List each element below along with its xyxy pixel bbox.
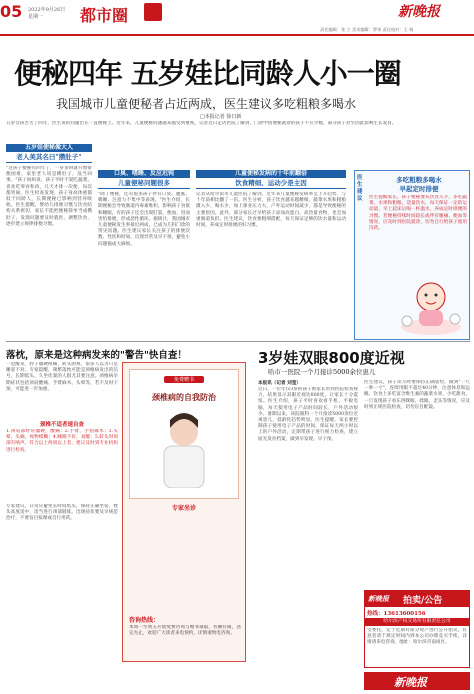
ad-list-title: 颈椎不适者速自查 [39,422,84,428]
article2-byline: 本报讯（记者 刘莹） [258,381,301,386]
article2-body2: 医生建议，孩子读写时要保持正确姿势，做到"一尺一拳一寸"，连续用眼不超过40分钟，注意休息和远眺。饮食上多吃富含维生素的蔬菜水果，少吃甜食。一旦发现孩子看东西眯眼、揉眼、歪头等情况，应及时到正规医院检查，切勿盲目配镜。 [364,380,470,410]
article2-headline: 3岁娃双眼800度近视 [258,349,405,367]
classified-brand: 新晚报 [368,594,389,603]
masthead-date: 2022年9月26日 [28,7,66,13]
book-title: 颈椎病的自我防治 [152,392,216,402]
lead-subhead: 我国城市儿童便秘者占近两成，医生建议多吃粗粮多喝水 [56,97,357,111]
tips-title-line1: 多吃粗粮多喝水 [396,176,442,184]
tips-body: 医生提醒家长，孩子便秘要从饮食入手，多吃蔬菜、水果和粗粮，适量饮水，每天保证一定的运动量。早上起床后喝一杯温水，养成定时排便的习惯。若便秘持续时间较长或伴有腹痛、便血等情况，应及时到医院就诊，切勿自行给孩子使用泻药。 [369,195,467,232]
article2-subhead: 哈市一医院一个月接诊5000余位患儿 [268,368,376,376]
hotline-label: 咨询热线： [129,617,160,624]
cartoon-child-illustration [395,275,467,337]
classified-title: 拍卖/公告 [403,596,443,606]
lead-byline: □本报记者 徐日新 [200,114,242,120]
classified-hotline [367,609,469,617]
page-number: 05 [0,2,23,21]
col1-title-line1: 五岁娃便秘像大人 [24,144,73,151]
classified-company: 哈尔滨产权交易所有限责任公司 [365,618,469,626]
tips-title-line2: 早起定时排便 [399,185,439,193]
ad-body: 一觉醒来，脖子僵硬疼痛，转头困难，很多人以为只是睡姿不对。专家提醒，频繁落枕可能是颈椎病发出的信号，长期低头、久坐伏案的人群尤其要注意。颈椎病早期症状包括颈肩酸痛、手臂麻木、头晕等，若不及时干预，可能进一步加重。 [6,362,118,392]
lead-intro: 五岁女孩苦苦了四年，医生说的问题出在一直便秘上。近年来，儿童便秘问题越来越受到重视，记者近日走访医院了解到，门诊中因便秘就诊的孩子不在少数，部分孩子甚至因此影响生长发育。 [6,121,397,126]
col2-title-line1: 口臭、嗜睡、反应迟钝 [113,170,174,177]
book-cover [129,369,239,499]
col3-title [196,170,346,189]
masthead-weekday: 星期一 [28,14,44,20]
classified-header [365,591,469,607]
col1-title-line2: 老人美其名曰"攒肚子" [6,152,92,162]
col1-body: "这孩子便秘有四年了，一岁多时就开始排便困难，家里老人说是攒肚子，没当回事。"孩子妈妈说，孩子平时不爱吃蔬菜，喜欢吃零食和肉，几天才排一次便，每次都哭闹。医生检查发现，孩子身高体重都低于同龄人，长期便秘已影响到营养吸收。医生提醒，婴幼儿排便习惯与饮食结构关系密切，家长不能把便秘简单当成攒肚子，发现问题要及时就医，调整饮食，逐步建立规律排便习惯。 [6,166,92,227]
book-note: 免费赠书 [164,376,204,383]
lead-headline: 便秘四年 五岁娃比同龄人小一圈 [14,57,401,90]
col2-body: "除了便秘，还有很多孩子伴有口臭、腹胀、嗜睡、注意力不集中等表现。"医生介绍，长期便秘会导致肠道内毒素堆积，影响孩子食欲和睡眠，有的孩子还会出现肛裂、便血，进而害怕排便，形成恶性循环。据统计，我国城市儿童便秘发生率接近两成，已成为儿科门诊的常见问题。医生建议家长关注孩子的排便次数、性状和时间，出现异常及早干预，避免小问题拖成大麻烦。 [98,192,190,247]
doctor-caption: 专家坐诊 [171,505,196,512]
col2-title-line2: 儿童便秘问题很多 [98,178,190,188]
footer-bar [364,672,470,690]
col3-body: 记者从哈尔滨市儿童医院了解到，近年来儿童便秘发病率呈上升趋势，与十年前相比翻了一倍。医生分析，孩子饮食越来越精细，蔬菜水果和粗粮摄入少，喝水少，加上课业压力大、户外运动时间减少，都是导致便秘的主要原因。此外，部分家长过早给孩子添加高蛋白、高热量食物，也会加重肠道负担。医生建议，饮食要粗细搭配，每天保证足够的饮水量和运动时间，养成定时排便的好习惯。 [196,192,346,229]
footer-brand: 新晚报 [394,676,427,689]
section-title: 都市圈 [80,6,129,25]
col3-title-line2: 饮食精细、运动少是主因 [196,178,346,188]
tips-box [354,170,470,340]
doctor-photo [158,410,210,488]
col1-title [6,144,92,163]
col2-title [98,170,190,189]
ad-promo-box [122,362,246,662]
editor-line: 责任编辑：张 立 美术编辑：罗伟 责任校对：王 瑞 [320,27,414,32]
ad-body2: 专家建议，日常应避免长时间低头，保持正确坐姿，枕头高度适中，适当进行颈部锻炼。出现症状要及早规范治疗，不要盲目按摩或自行用药。 [6,504,118,522]
article2-body: 近日，一位年仅3岁的孩子被家长带到医院检查视力，结果显示双眼近视达800度，让家长十分震惊。医生介绍，孩子平时喜欢看手机、平板电脑，每天使用电子产品时间较长，户外活动很少。暑期以来，该院眼科一个月接诊5000余位近视患儿，低龄化趋势明显。医生提醒，家长要控制孩子使用电子产品的时间，保证每天两小时以上的户外活动，定期带孩子进行视力检查，建立屈光发育档案，做到早发现、早干预。 [258,387,358,442]
tips-label: 医生建议 [357,175,363,202]
ad-list: 1.颈肩部经常僵硬、酸痛；2.手臂、手指麻木；3.头晕、头痛、视物模糊；4.睡眠不好，易醒；5.转头时颈部有响声。符合以上两项以上者，建议及时到专业机构进行检查。 [6,429,118,453]
classified-box [364,590,470,668]
paper-logo: 新晚报 [398,4,440,20]
classified-body: 受委托，定于近期对部分资产进行公开拍卖，有意者请于规定时间内到本公司办理竞买手续，详情请来电咨询。地址：哈尔滨市南岗区。 [367,628,467,646]
classified-phone[interactable]: 13613600156 [383,611,426,617]
classified-hotline-label: 热线： [367,611,384,617]
masthead [0,0,474,36]
ad-divider [6,341,470,342]
section-seal [144,3,162,21]
hotline-body: 本周一至周五开放免费咨询与赠书领取，名额有限，送完为止，欢迎广大读者来电预约，详情请致电咨询。 [129,625,241,637]
col3-title-line1: 儿童便秘发病的十年前翻倍 [234,170,307,177]
ad-headline: 落枕，原来是这种病发来的"警告"快自查！ [6,350,187,361]
